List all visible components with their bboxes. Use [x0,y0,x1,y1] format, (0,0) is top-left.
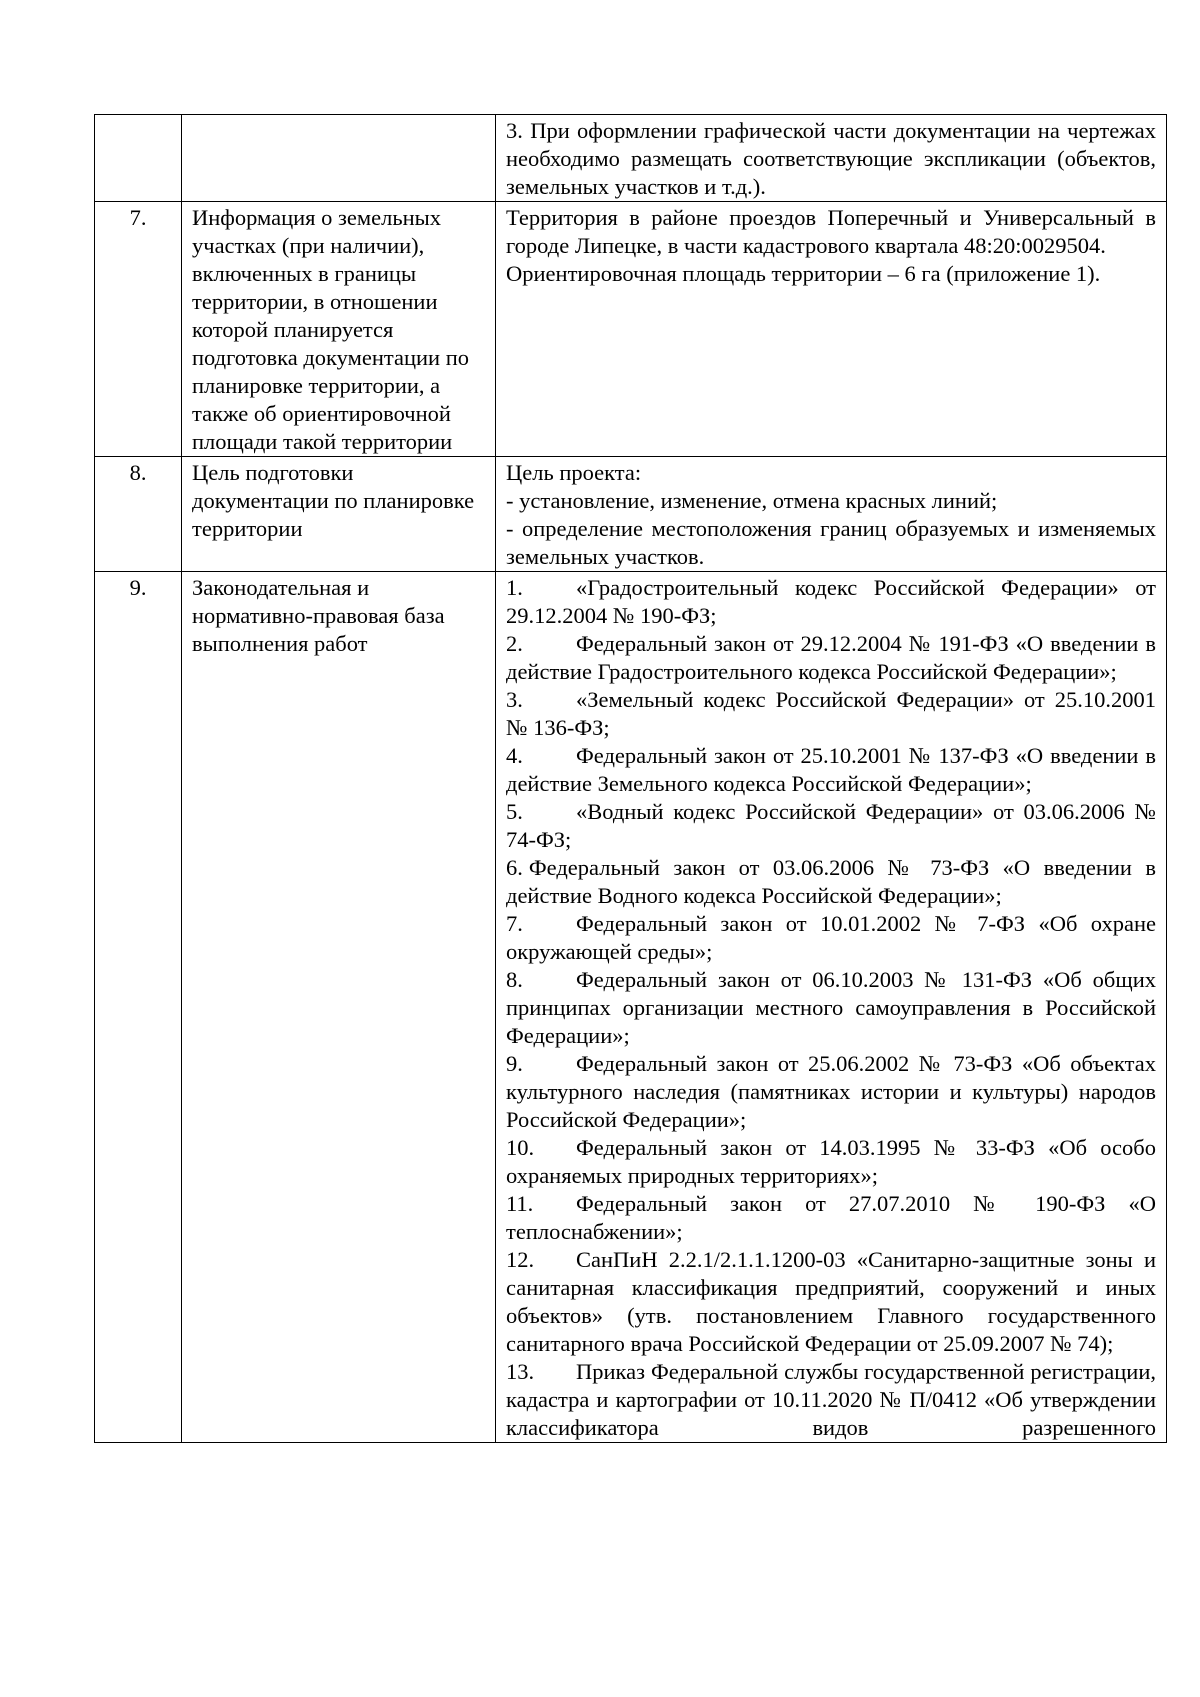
law-number: 11. [506,1191,534,1216]
law-text: «Градостроительный кодекс Российской Федерации» от 29.12.2004 № 190-ФЗ; [506,575,1156,628]
law-item [506,1358,1156,1442]
row-number: 7. [95,202,182,457]
row-title [182,115,496,202]
law-item [506,1134,1156,1190]
law-text: СанПиН 2.2.1/2.1.1.1200-03 «Санитарно-защитные зоны и санитарная классификация предприятий, сооружений и иных объектов» (утв. постановлением Главного государственного санитарного врача Российской Федерации от 25.09.2007 № 74); [506,1247,1156,1356]
law-number: 8. [506,967,523,992]
row-description [496,115,1167,202]
table-row [95,115,1167,202]
table-row [95,572,1167,1443]
description-paragraph: 3. При оформлении графической части документации на чертежах необходимо размещать соответствующие экспликации (объектов, земельных участков и т.д.). [506,118,1156,199]
law-number: 3. [506,687,523,712]
row-number: 8. [95,457,182,572]
description-paragraph: - установление, изменение, отмена красных линий; [506,488,998,513]
law-number: 13. [506,1359,535,1384]
law-item [506,1050,1156,1134]
law-number: 12. [506,1247,535,1272]
law-text: Федеральный закон от 03.06.2006 № 73-ФЗ «О введении в действие Водного кодекса Российской Федерации»; [506,855,1156,908]
law-text: Федеральный закон от 27.07.2010 № 190-ФЗ «О теплоснабжении»; [506,1191,1156,1244]
law-text: Федеральный закон от 14.03.1995 № 33-ФЗ «Об особо охраняемых природных территориях»; [506,1135,1156,1188]
row-title: Информация о земельных участках (при наличии), включенных в границы территории, в отношении которой планируется подготовка документации по планировке территории, а также об ориентировочной площади такой территории [182,202,496,457]
law-text: «Водный кодекс Российской Федерации» от 03.06.2006 № 74-ФЗ; [506,799,1156,852]
description-paragraph: Ориентировочная площадь территории – 6 га (приложение 1). [506,261,1101,286]
law-text: Федеральный закон от 25.10.2001 № 137-ФЗ «О введении в действие Земельного кодекса Российской Федерации»; [506,743,1156,796]
law-text: Приказ Федеральной службы государственной регистрации, кадастра и картографии от 10.11.2020 № П/0412 «Об утверждении классификатора видов разрешенного [506,1359,1156,1440]
law-item [506,630,1156,686]
row-number [95,115,182,202]
row-title: Законодательная и нормативно-правовая база выполнения работ [182,572,496,1443]
law-number: 6. [506,855,523,880]
law-number: 2. [506,631,523,656]
law-item [506,910,1156,966]
law-number: 5. [506,799,523,824]
table-row [95,202,1167,457]
law-item [506,686,1156,742]
law-number: 4. [506,743,523,768]
row-description [496,457,1167,572]
law-item [506,574,1156,630]
law-item [506,966,1156,1050]
law-number: 7. [506,911,523,936]
description-paragraph: Цель проекта: [506,460,642,485]
description-paragraph: Территория в районе проездов Поперечный и Универсальный в городе Липецке, в части кадастрового квартала 48:20:0029504. [506,205,1156,258]
description-paragraph: - определение местоположения границ образуемых и изменяемых земельных участков. [506,516,1156,569]
law-item [506,798,1156,854]
law-list [496,572,1167,1443]
law-text: Федеральный закон от 06.10.2003 № 131-ФЗ «Об общих принципах организации местного самоуправления в Российской Федерации»; [506,967,1156,1048]
law-item [506,854,1156,910]
row-title: Цель подготовки документации по планировке территории [182,457,496,572]
law-number: 10. [506,1135,535,1160]
law-item [506,1246,1156,1358]
row-description [496,202,1167,457]
law-text: Федеральный закон от 10.01.2002 № 7-ФЗ «Об охране окружающей среды»; [506,911,1156,964]
law-number: 9. [506,1051,523,1076]
law-item [506,742,1156,798]
law-item [506,1190,1156,1246]
requirements-table [94,114,1167,1443]
row-number: 9. [95,572,182,1443]
law-text: Федеральный закон от 29.12.2004 № 191-ФЗ «О введении в действие Градостроительного кодекса Российской Федерации»; [506,631,1156,684]
law-text: Федеральный закон от 25.06.2002 № 73-ФЗ «Об объектах культурного наследия (памятниках истории и культуры) народов Российской Федерации»; [506,1051,1156,1132]
law-text: «Земельный кодекс Российской Федерации» от 25.10.2001 № 136-ФЗ; [506,687,1156,740]
table-row [95,457,1167,572]
law-number: 1. [506,575,523,600]
